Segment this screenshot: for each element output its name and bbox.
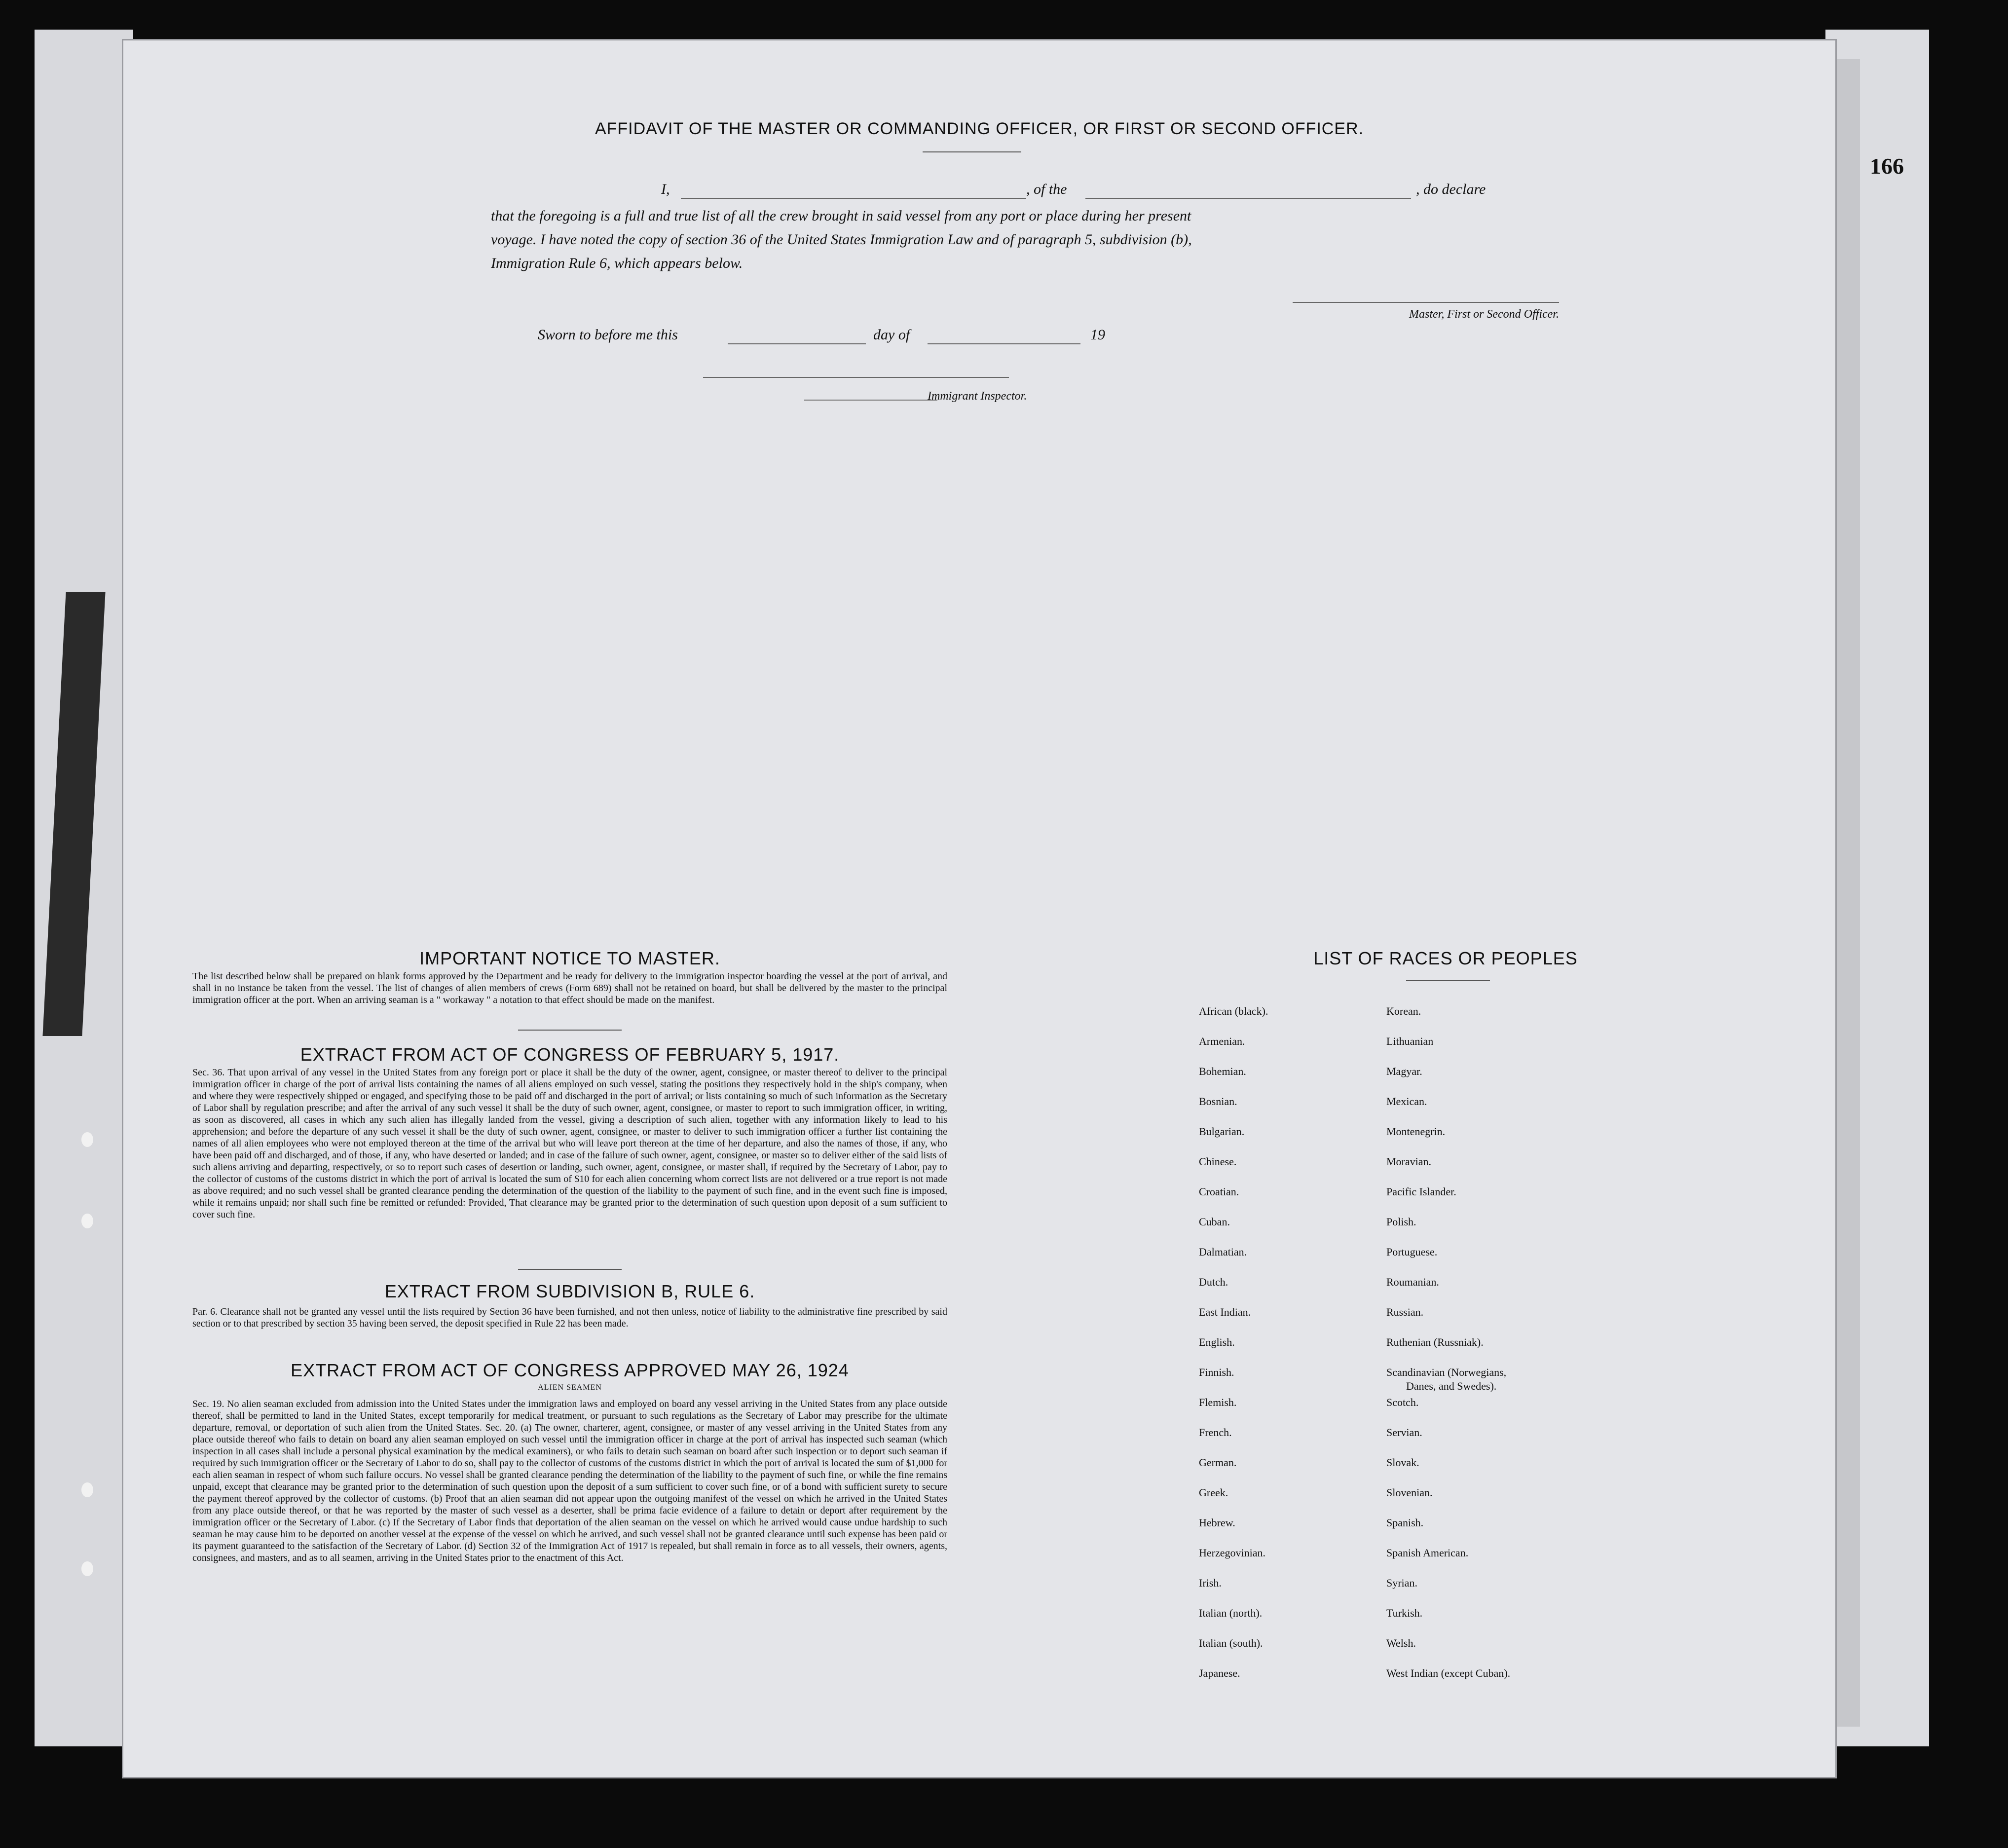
master-name-field[interactable] — [681, 198, 1026, 199]
binding-hole — [81, 1214, 93, 1228]
extract-1917-text: Sec. 36. That upon arrival of any vessel in the United States from any foreign port or place it shall be the duty of the owner, agent, consignee, or master thereof to deliver to the principal immigration officer in charge of the port of arrival lists containing the names of all aliens employed on such vessel, stating the positions they respectively hold in the ship's company, when and where they were respectively shipped or engaged, and specifying those to be paid off and discharged in the port of arrival; or lists containing so much of such information as the Secretary of Labor shall by regulation prescribe; and after the arrival of any such vessel it shall be the duty of such owner, agent, consignee, or master to report to such immigration officer, in writing, as soon as discovered, all cases in which any such alien has illegally landed from the vessel, giving a description of such alien, together with any information likely to lead to his apprehension; and before the departure of any such vessel it shall be the duty of such owner, agent, consignee, or master to deliver to such immigration officer a further list containing the names of all alien employees who were not employed thereon at the time of the arrival but who will leave port thereon at the time of her departure, and also the names of those, if any, who have been paid off and discharged, and of those, if any, who have deserted or landed; and in case of the failure of such owner, agent, consignee, or master so to deliver either of the said lists of such aliens arriving and departing, respectively, or so to report such cases of desertion or landing, such owner, agent, consignee, or master shall, if required by the Secretary of Labor, pay to the collector of customs of the customs district in which the port of arrival is located the sum of $10 for each alien concerning whom correct lists are not delivered or a true report is not made as above required; and no such vessel shall be granted clearance pending the determination of the question of the liability to the payment of such fine, and in the event such fine is imposed, while it remains unpaid; nor shall such fine be remitted or refunded: Provided, That clearance may be granted prior to the determination of such question upon deposit of a sum sufficient to cover such fine. — [192, 1067, 947, 1220]
affidavit-body-line-2: voyage. I have noted the copy of section 36 of the United States Immigration Law and of paragraph 5, subdivision (b), — [491, 231, 1192, 248]
sworn-line — [538, 327, 1278, 346]
race-item: Hebrew. — [1199, 1516, 1235, 1529]
races-title: LIST OF RACES OR PEOPLES — [1313, 948, 1578, 968]
notice-title: IMPORTANT NOTICE TO MASTER. — [419, 948, 720, 968]
binding-hole — [81, 1561, 93, 1576]
race-item: Flemish. — [1199, 1396, 1237, 1408]
page-number: 166 — [1870, 153, 1904, 179]
extract-rule6-title: EXTRACT FROM SUBDIVISION B, RULE 6. — [384, 1281, 755, 1301]
race-item: French. — [1199, 1426, 1232, 1439]
race-item: Cuban. — [1199, 1216, 1230, 1228]
affidavit-of-the: , of the — [1026, 181, 1067, 197]
race-item: Scotch. — [1386, 1396, 1419, 1408]
affidavit-declaration-line — [538, 181, 1579, 201]
race-item: Portuguese. — [1386, 1246, 1438, 1258]
race-item: Russian. — [1386, 1306, 1424, 1318]
race-item: West Indian (except Cuban). — [1386, 1667, 1511, 1679]
race-item: Servian. — [1386, 1426, 1422, 1439]
race-item: Spanish. — [1386, 1516, 1424, 1529]
inspector-label: Immigrant Inspector. — [928, 390, 1027, 403]
races-title-underline — [1406, 980, 1490, 981]
affidavit-body-line-3: Immigration Rule 6, which appears below. — [491, 255, 743, 271]
race-item: Roumanian. — [1386, 1276, 1439, 1288]
binding-hole — [81, 1482, 93, 1497]
race-item: Lithuanian — [1386, 1035, 1434, 1047]
race-item: Korean. — [1386, 1005, 1421, 1017]
race-item: Polish. — [1386, 1216, 1416, 1228]
race-item: African (black). — [1199, 1005, 1268, 1017]
manifest-page — [123, 40, 1835, 1777]
race-item: Bulgarian. — [1199, 1125, 1245, 1138]
extract-1924-subtitle: ALIEN SEAMEN — [538, 1383, 602, 1392]
race-item: Ruthenian (Russniak). — [1386, 1336, 1484, 1348]
title-underline — [923, 151, 1021, 152]
affidavit-i-label: I, — [661, 181, 670, 197]
extract-1924-text: Sec. 19. No alien seaman excluded from admission into the United States under the immigration laws and employed on board any vessel arriving in the United States from any place outside thereof, shall be permitted to land in the United States, except temporarily for medical treatment, or pursuant to such regulations as the Secretary of Labor may prescribe for the ultimate departure, removal, or deportation of such alien from the United States. Sec. 20. (a) The owner, charterer, agent, consignee, or master of any vessel arriving in the United States from any place outside thereof who fails to detain on board any alien seaman employed on such vessel until the immigration officer in charge at the port of arrival has inspected such seaman (which inspection in all cases shall include a personal physical examination by the medical examiners), or who fails to detain such seaman on board after such inspection or to deport such seaman if required by such immigration officer or the Secretary of Labor to do so, shall pay to the collector of customs of the customs district in which the port of arrival is located the sum of $1,000 for each alien seaman in respect of whom such failure occurs. No vessel shall be granted clearance pending the determination of the liability to the payment of such fine, or while the fine remains unpaid, except that clearance may be granted prior to the determination of such question upon the deposit of a sum sufficient to cover such fine, or of a bond with sufficient surety to secure the payment thereof approved by the collector of customs. (b) Proof that an alien seaman did not appear upon the outgoing manifest of the vessel on which he arrived in the United States from any place outside thereof, or that he was reported by the master of such vessel as a deserter, shall be prima facie evidence of a failure to detain or deport after requirement by the immigration officer or the Secretary of Labor. (c) If the Secretary of Labor finds that deportation of the alien seaman on the vessel on which he arrived would cause undue hardship to such seaman he may cause him to be deported on another vessel at the expense of the vessel on which he arrived, and such vessel shall not be granted clearance until such expense has been paid or its payment guaranteed to the satisfaction of the Secretary of Labor. (d) Section 32 of the Immigration Act of 1917 is repealed, but shall remain in force as to all vessels, their owners, agents, consignees, and masters, and as to all seamen, arriving in the United States prior to the enactment of this Act. — [192, 1399, 947, 1563]
affidavit-title: AFFIDAVIT OF THE MASTER OR COMMANDING OFFICER, OR FIRST OR SECOND OFFICER. — [595, 119, 1364, 138]
race-item: East Indian. — [1199, 1306, 1251, 1318]
race-item: Armenian. — [1199, 1035, 1245, 1047]
race-item: German. — [1199, 1456, 1237, 1469]
race-item: Danes, and Swedes). — [1406, 1380, 1497, 1392]
race-item: Turkish. — [1386, 1607, 1423, 1619]
separator — [518, 1269, 622, 1270]
day-of-label: day of — [873, 327, 910, 343]
race-item: Herzegovinian. — [1199, 1547, 1265, 1559]
master-signature-line[interactable] — [1293, 302, 1559, 303]
race-item: Scandinavian (Norwegians, — [1386, 1366, 1507, 1378]
race-item: Italian (south). — [1199, 1637, 1263, 1649]
race-item: Slovenian. — [1386, 1486, 1433, 1499]
extract-1924-title: EXTRACT FROM ACT OF CONGRESS APPROVED MAY 26, 1924 — [291, 1360, 849, 1380]
race-item: Chinese. — [1199, 1155, 1237, 1168]
race-item: Welsh. — [1386, 1637, 1416, 1649]
race-item: Greek. — [1199, 1486, 1228, 1499]
sworn-label: Sworn to before me this — [538, 327, 678, 343]
race-item: Moravian. — [1386, 1155, 1432, 1168]
race-item: Mexican. — [1386, 1095, 1427, 1108]
race-item: Dalmatian. — [1199, 1246, 1247, 1258]
year-label: 19 — [1090, 327, 1105, 343]
affidavit-do-declare: , do declare — [1416, 181, 1486, 197]
master-signature-label: Master, First or Second Officer. — [1409, 308, 1559, 321]
race-item: Magyar. — [1386, 1065, 1422, 1077]
vessel-name-field[interactable] — [1085, 198, 1411, 199]
binding-hole — [81, 1132, 93, 1147]
separator — [518, 1030, 622, 1031]
inspector-line-prefix — [804, 400, 937, 401]
extract-rule6-text: Par. 6. Clearance shall not be granted any vessel until the lists required by Section 36 have been furnished, and not then unless, notice of liability to the administrative fine prescribed by said section or to that prescribed by section 35 having been served, the deposit specified in Rule 22 has been made. — [192, 1306, 947, 1329]
race-item: Bosnian. — [1199, 1095, 1237, 1108]
sworn-month-field[interactable] — [928, 343, 1080, 344]
race-item: English. — [1199, 1336, 1235, 1348]
race-item: Spanish American. — [1386, 1547, 1469, 1559]
race-item: Slovak. — [1386, 1456, 1419, 1469]
race-item: Montenegrin. — [1386, 1125, 1446, 1138]
race-item: Italian (north). — [1199, 1607, 1263, 1619]
notice-text: The list described below shall be prepared on blank forms approved by the Department and be ready for delivery to the immigration inspector boarding the vessel at the port of arrival, and shall in no instance be taken from the vessel. The list of changes of alien members of crews (Form 689) shall not be retained on board, but shall be delivered by the master to the principal immigration officer at the port. When an arriving seaman is a " workaway " a notation to that effect should be made on the manifest. — [192, 971, 947, 1005]
sworn-day-field[interactable] — [728, 343, 866, 344]
affidavit-body — [491, 204, 1458, 275]
race-item: Croatian. — [1199, 1185, 1239, 1198]
race-item: Finnish. — [1199, 1366, 1234, 1378]
race-item: Pacific Islander. — [1386, 1185, 1456, 1198]
race-item: Bohemian. — [1199, 1065, 1246, 1077]
affidavit-body-line-1: that the foregoing is a full and true list of all the crew brought in said vessel from any port or place during her present — [491, 208, 1191, 224]
race-item: Japanese. — [1199, 1667, 1240, 1679]
extract-1917-title: EXTRACT FROM ACT OF CONGRESS OF FEBRUARY 5, 1917. — [300, 1044, 840, 1065]
back-page-edge-2 — [1835, 59, 1860, 1727]
race-item: Syrian. — [1386, 1577, 1417, 1589]
inspector-signature-line[interactable] — [703, 377, 1009, 378]
race-item: Irish. — [1199, 1577, 1222, 1589]
race-item: Dutch. — [1199, 1276, 1228, 1288]
